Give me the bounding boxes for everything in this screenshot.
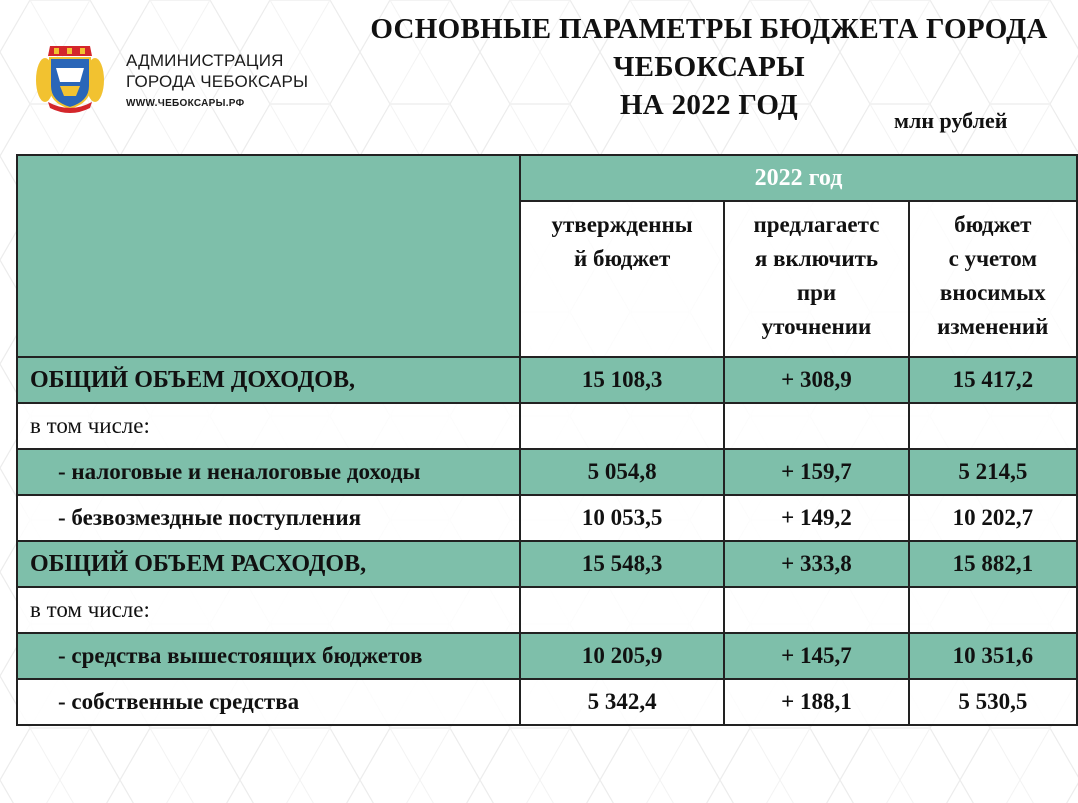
approved-value: 5 054,8 [520, 449, 724, 495]
proposed-value: + 159,7 [724, 449, 908, 495]
approved-value: 15 108,3 [520, 357, 724, 403]
approved-value [520, 403, 724, 449]
total-value: 15 417,2 [909, 357, 1077, 403]
proposed-value: + 308,9 [724, 357, 908, 403]
column-header-approved [520, 201, 724, 357]
column-header-proposed-line: я включить [754, 246, 879, 271]
unit-label: млн рублей [894, 108, 1008, 133]
row-label: ОБЩИЙ ОБЪЕМ РАСХОДОВ, [17, 541, 520, 587]
page-title [340, 10, 1078, 124]
title-line3: НА 2022 ГОД [619, 89, 799, 121]
proposed-value: + 333,8 [724, 541, 908, 587]
approved-value [520, 587, 724, 633]
table-row-total-revenue [17, 357, 1077, 403]
column-header-total-line: вносимых [939, 280, 1046, 305]
column-header-approved-line: й бюджет [573, 246, 671, 271]
column-header-proposed-line: при [796, 280, 837, 305]
table-row-total-expenses [17, 541, 1077, 587]
column-header-proposed-line: предлагаетс [753, 212, 880, 237]
year-header: 2022 год [520, 155, 1077, 201]
proposed-value [724, 403, 908, 449]
year-header-row [17, 155, 1077, 201]
row-label: в том числе: [17, 587, 520, 633]
approved-value: 10 205,9 [520, 633, 724, 679]
row-label: в том числе: [17, 403, 520, 449]
coat-of-arms-icon [34, 42, 106, 114]
table-row-higher-budgets [17, 633, 1077, 679]
row-label: - собственные средства [17, 679, 520, 725]
table-row-including [17, 587, 1077, 633]
table-row-own-funds [17, 679, 1077, 725]
column-header-total-line: изменений [937, 314, 1049, 339]
table-row-tax-revenue [17, 449, 1077, 495]
approved-value: 15 548,3 [520, 541, 724, 587]
proposed-value: + 149,2 [724, 495, 908, 541]
total-value: 5 214,5 [909, 449, 1077, 495]
column-header-proposed-line: уточнении [761, 314, 872, 339]
total-value [909, 587, 1077, 633]
row-label: - налоговые и неналоговые доходы [17, 449, 520, 495]
total-value [909, 403, 1077, 449]
column-header-total-line: с учетом [948, 246, 1037, 271]
proposed-value: + 188,1 [724, 679, 908, 725]
approved-value: 5 342,4 [520, 679, 724, 725]
organization-url: WWW.ЧЕБОКСАРЫ.РФ [126, 98, 245, 109]
total-value: 15 882,1 [909, 541, 1077, 587]
organization-name-line2: ГОРОДА ЧЕБОКСАРЫ [126, 72, 309, 91]
table-row-grants [17, 495, 1077, 541]
column-header-total [909, 201, 1077, 357]
proposed-value [724, 587, 908, 633]
row-label: - безвозмездные поступления [17, 495, 520, 541]
total-value: 5 530,5 [909, 679, 1077, 725]
total-value: 10 202,7 [909, 495, 1077, 541]
row-label: ОБЩИЙ ОБЪЕМ ДОХОДОВ, [17, 357, 520, 403]
budget-table [16, 154, 1078, 726]
row-label: - средства вышестоящих бюджетов [17, 633, 520, 679]
total-value: 10 351,6 [909, 633, 1077, 679]
column-header-proposed [724, 201, 908, 357]
organization-block [126, 50, 308, 109]
proposed-value: + 145,7 [724, 633, 908, 679]
title-line2: ЧЕБОКСАРЫ [613, 51, 805, 83]
title-line1: ОСНОВНЫЕ ПАРАМЕТРЫ БЮДЖЕТА ГОРОДА [370, 13, 1048, 45]
approved-value: 10 053,5 [520, 495, 724, 541]
organization-name-line1: АДМИНИСТРАЦИЯ [126, 51, 284, 70]
column-header-total-line: бюджет [954, 212, 1032, 237]
table-corner-cell [17, 155, 520, 357]
table-row-including [17, 403, 1077, 449]
column-header-approved-line: утвержденны [551, 212, 693, 237]
